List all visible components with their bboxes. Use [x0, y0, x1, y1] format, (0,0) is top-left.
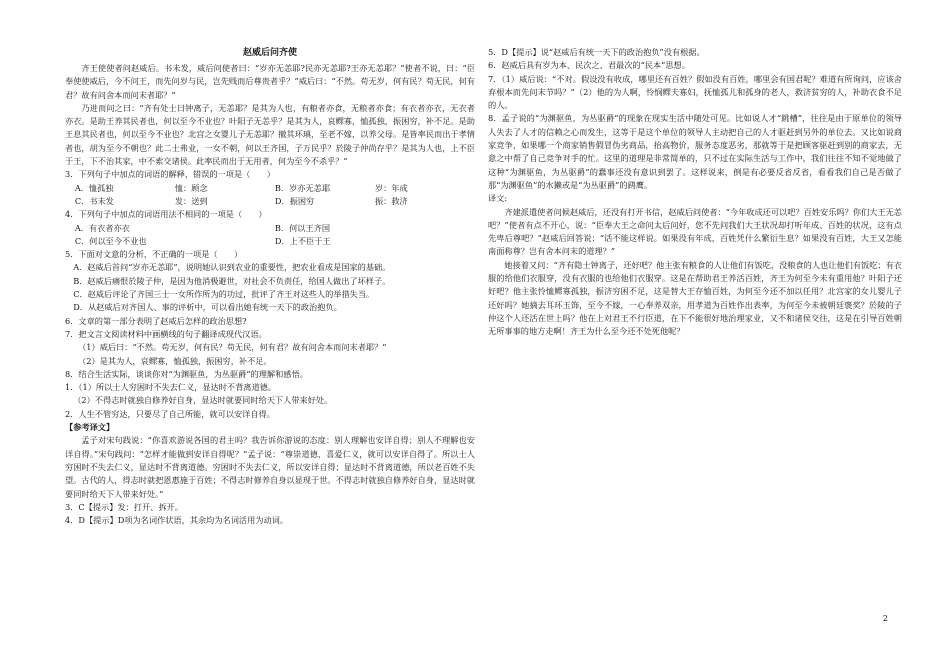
answer-4: 4．D【提示】D项为名词作状语，其余均为名词活用为动词。	[65, 515, 289, 526]
q5-option-c: C．赵威后评论了齐国三士一女所作所为的功过，批评了齐王对这些人的举措失当。	[73, 289, 375, 300]
q3-option-b: B．岁亦无恙耶	[274, 182, 331, 193]
q5-option-b: B．赵威后痛恨於陵子仲，是因为他消极避世，对社会不负责任，给国人做出了坏样子。	[73, 275, 391, 286]
q3-option-c: C．书未发	[74, 195, 114, 206]
page-number: 2	[882, 614, 888, 623]
q3-option-d: D．振困穷	[274, 195, 315, 206]
translation-heading: 译文:	[488, 193, 508, 204]
q3-option-a: A．恤孤独	[74, 182, 114, 193]
q7-item-1: （1）威后曰：“不然。苟无岁，何有民？苟无民，何有君？故有问舍本而问末者耶？”	[78, 342, 387, 353]
q3-option-b-gloss: 岁：年成	[374, 182, 408, 193]
reference-translation-text: 孟子对宋句践说：“你喜欢游说各国的君主吗？我告诉你游说的态度：别人理解也安详自得；别人不理解也安详自得。”宋句践问：“怎样才能做到安详自得呢？”孟子说：“尊崇道德，喜爱仁义，就可以安详自得了。所以士人穷困时不失去仁义，显达时不背离道德。穷困时不失去仁义，所以安详自得；显达时不背离道德，所以老百姓不失望。古代的人，得志时就把恩惠施于百姓；不得志时修养自身以显现于世。不得志时就独自修养好自身，显达时就要同时给天下人带来好处。”	[65, 435, 475, 499]
answer-7: 7．（1）威后说：“不对。假设没有收成，哪里还有百姓？假如没有百姓，哪里会有国君呢？难道有所询问，应该舍弃根本而先问末节吗？”（2）他的为人啊，怜悯鳏夫寡妇，抚恤孤儿和孤身的老人，救济贫穷的人，补助衣食不足的人。	[488, 73, 902, 111]
q5-option-a: A．赵威后首问“岁亦无恙耶”，说明她认识到农业的重要性，把农业看成是国家的基础。	[73, 262, 391, 273]
question-4-options	[65, 222, 475, 249]
answer-6: 6．赵威后具有岁为本、民次之、君最次的“民本”思想。	[488, 60, 690, 71]
q4-option-a: A．有衣者亦衣	[74, 222, 130, 233]
q3-option-c-gloss: 发：送到	[174, 195, 208, 206]
right-column	[488, 46, 902, 339]
translation-paragraph-2: 她接着又问：“齐有隐士钟离子，还好吧？他主张有粮食的人让他们有饭吃，没粮食的人也让他们有饭吃；有衣服的给他们衣服穿，没有衣服的也给他们衣服穿。这是在帮助君王养活百姓，齐王为何至今未有重用他？叶阳子还好吧？他主张怜恤鳏寡孤独，振济穷困不足，这是替大王存恤百姓，为何至今还不加以任用？北宫家的女儿婴儿子还好吗？她摘去耳环玉饰，至今不嫁，一心奉养双亲，用孝道为百姓作出表率，为何至今未被朝廷褒奖？於陵的子仲这个人还活在世上吗？他在上对君王不行臣道，在下不能很好地治理家业，又不和诸侯交往，这是在引导百姓朝无所事事的地方走啊！齐王为什么至今还不处死他呢？	[488, 259, 902, 337]
question-3-stem: 3．下列句子中加点的词语的解释，错误的一项是（ ）	[65, 169, 275, 180]
q5-option-d: D．从赵威后对齐国人、事的评析中，可以看出她有统一天下的政治抱负。	[73, 302, 342, 313]
q3-option-d-gloss: 振：救济	[374, 195, 408, 206]
reference-translation-heading: 【参考译文】	[65, 422, 115, 433]
answer-3: 3．C【提示】发：打开、拆开。	[65, 501, 183, 512]
question-7-stem: 7．把文言文阅读材料中画横线的句子翻译成现代汉语。	[65, 328, 267, 339]
question-6: 6．文章的第一部分表明了赵威后怎样的政治思想?	[65, 315, 247, 326]
left-column	[65, 46, 475, 527]
question-3-options	[65, 182, 475, 209]
translation-paragraph-1: 齐建派遣使者问候赵威后，还没有打开书信，赵威后问使者：“今年收成还可以吧？百姓安乐吗？你们大王无恙吧？”使者有点不开心，说：“臣奉大王之命问太后问好，您不先问我们大王状况却打听年成、百姓的状况，这有点先卑后尊吧？”赵威后回答说：“话不能这样说。如果没有年成，百姓凭什么繁衍生息？如果没有百姓，大王又怎能南面称尊？岂有舍本问末的道理？”	[488, 206, 902, 257]
answer-8: 8．孟子说的“为渊驱鱼，为丛驱爵”的现象在现实生活中随处可见。比如说人才“跳槽”，往往是由于原单位的领导人失去了人才的信赖之心而发生，这等于是这个单位的领导人主动把自己的人才驱赶到另外的单位去。又比如说商家竞争，如果哪一个商家销售假冒伪劣商品，抬高物价，服务态度恶劣，那就等于是把顾客驱赶到别的商家去，无意之中帮了自己竞争对手的忙。这里的道理是非常简单的，只不过在实际生活与工作中，我们往往不知不觉地做了这种“为渊驱鱼，为丛驱爵”的蠢事还没有意识到罢了。这样说来，倒是有必要反省反省，看看我们自己是否做了那“为渊驱鱼”的水獭或是“为丛驱爵”的鹞鹰。	[488, 113, 902, 190]
question-5-stem: 5．下面对文意的分析，不正确的一项是（ ）	[65, 249, 243, 260]
passage-title: 赵威后问齐使	[242, 48, 297, 58]
passage-paragraph-1: 齐王使使者问赵威后。书未发，威后问使者曰：“岁亦无恙耶?民亦无恙耶?王亦无恙耶？”使者不说，曰：“臣奉使使威后，今不问王，而先问岁与民，岂先贱而后尊贵者乎？”威后曰：“不然。苟无岁，何有民？苟无民，何有君？故有问舍本而问末者耶？”	[65, 63, 475, 100]
q4-option-d: D．上不臣于王	[274, 235, 331, 246]
passage-paragraph-2: 乃进而问之曰：“齐有处士曰钟离子，无恙耶？是其为人也，有粮者亦食，无粮者亦食；有衣者亦衣，无衣者亦衣。是助王养其民者也，何以至今不业也？叶阳子无恙乎？是其为人，哀鳏寡，恤孤独，振困穷，补不足。是助王息其民者也，何以至今不业也？北宫之女婴儿子无恙耶？撤其环瑱，至老不嫁，以养父母。是皆率民而出于孝情者也，胡为至今不朝也？此二士弗业，一女不朝，何以王齐国，子万民乎？於陵子仲尚存乎？是其为人也，上不臣于王，下不治其家，中不索交诸侯。此率民而出于无用者，何为至今不杀乎？”	[65, 102, 475, 167]
answer-line-3: 2．人生不管穷达，只要尽了自己所能，就可以安详自得。	[65, 408, 275, 419]
answer-5: 5．D【提示】说“赵威后有统一天下的政治抱负”没有根据。	[488, 47, 705, 57]
question-8-stem: 8．结合生活实际，谈谈你对“为渊驱鱼，为丛驱爵”的理解和感悟。	[65, 368, 308, 379]
answer-line-2: （2）不得志时就独自修养好自身，显达时就要同时给天下人带来好处。	[73, 395, 333, 406]
q3-option-a-gloss: 恤：顾念	[174, 182, 208, 193]
q4-option-b: B．何以王齐国	[274, 222, 331, 233]
q7-item-2: （2）是其为人，哀鳏寡，恤孤独，振困穷，补不足。	[78, 355, 272, 366]
answer-line-1: 1．（1）所以士人穷困时不失去仁义，显达时不背离道德。	[65, 382, 277, 393]
question-4-stem: 4．下列句子中加点的词语用法不相同的一项是（ ）	[65, 209, 267, 220]
q4-option-c: C．何以至今不业也	[74, 235, 147, 246]
